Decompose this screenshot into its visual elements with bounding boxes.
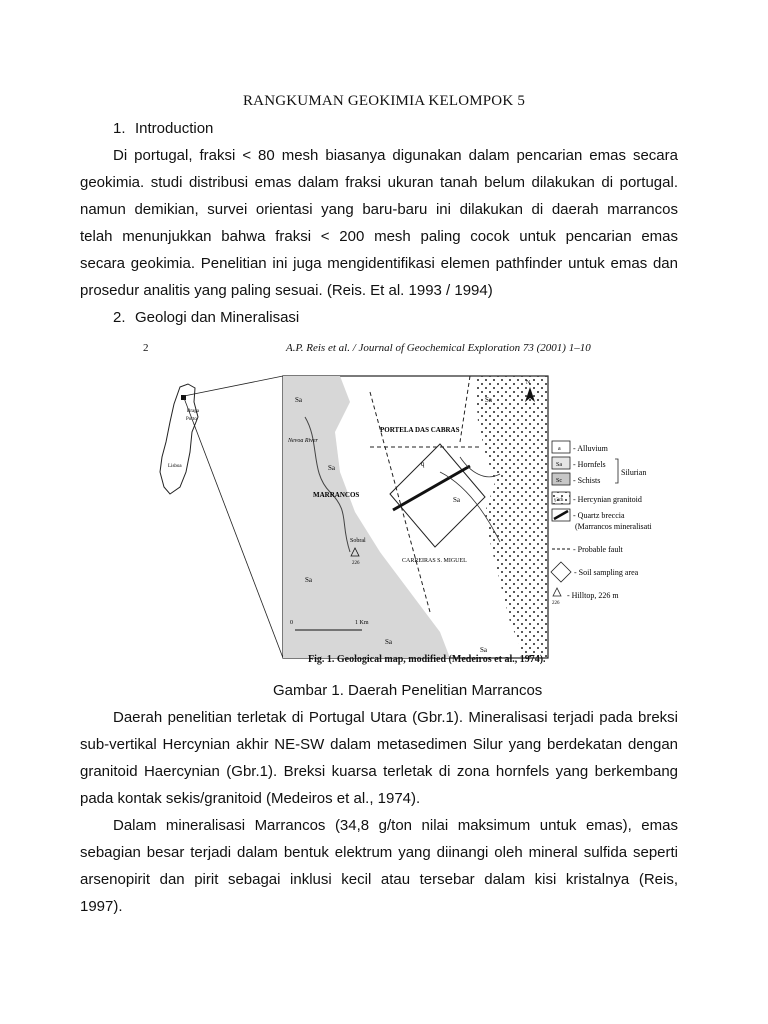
- figure-caption: Gambar 1. Daerah Penelitian Marrancos: [273, 682, 543, 699]
- intro-line-4: telah menunjukkan bahwa fraksi < 200 mesh paling cocok untuk pencarian emas: [80, 228, 678, 245]
- legend-granitoid: - Hercynian granitoid: [573, 495, 642, 504]
- label-marrancos: MARRANCOS: [313, 491, 360, 499]
- label-sa-3: Sa: [305, 576, 312, 584]
- legend-schists: - Schists: [573, 476, 601, 485]
- section-1-heading: [113, 119, 213, 139]
- legend-soil-sampling: - Soil sampling area: [574, 568, 639, 577]
- intro-line-5: secara geokimia. Penelitian ini juga mengidentifikasi elemen pathfinder untuk emas dan: [80, 255, 678, 272]
- label-porto: Porto: [186, 417, 197, 422]
- para2-line-4: pada kontak sekis/granitoid (Medeiros et al., 1974).: [80, 790, 421, 807]
- section-1-title: Introduction: [135, 120, 214, 137]
- legend-hilltop: - Hilltop, 226 m: [567, 591, 619, 600]
- connector-bottom: [184, 398, 283, 658]
- section-2-title: Geologi dan Mineralisasi: [135, 309, 300, 326]
- legend-probable-fault: - Probable fault: [573, 545, 623, 554]
- label-sa-6: Sa: [485, 396, 492, 404]
- label-lisboa: Lisboa: [168, 464, 182, 469]
- para2-line-3: granitoid Haercynian (Gbr.1). Breksi kuarsa terletak di zona hornfels yang berkembang: [80, 763, 678, 780]
- connector-top: [184, 376, 283, 396]
- label-scale-zero: 0: [290, 620, 293, 626]
- label-braga: Braga: [187, 409, 199, 414]
- para3-line-4: 1997).: [80, 898, 123, 915]
- geological-map: [140, 362, 685, 672]
- geological-map-figure: [140, 336, 685, 668]
- map-legend: [551, 441, 652, 606]
- legend-quartz-breccia: - Quartz breccia: [573, 511, 625, 520]
- label-carreiras: CARREIRAS S. MIGUEL: [402, 558, 467, 564]
- intro-line-6: prosedur analitis yang paling sesuai. (Reis. Et al. 1993 / 1994): [80, 282, 493, 299]
- legend-marrancos-mineralisation: (Marrancos mineralisati: [575, 522, 652, 531]
- legend-symbol-hornfels: Sa: [556, 462, 562, 468]
- section-2-number: 2.: [113, 309, 126, 326]
- intro-line-2: geokimia. studi distribusi emas dalam fraksi ukuran tanah belum dilakukan di portugal.: [80, 174, 678, 191]
- para3-line-3: arsenopirit dan pirit sebagai inklusi kecil atau tersebar dalam kisi kristalnya (Reis,: [80, 871, 678, 888]
- label-sa-4: Sa: [385, 638, 392, 646]
- label-nevoa-river: Nevoa River: [288, 438, 318, 444]
- label-q: q: [421, 460, 425, 468]
- label-north: N: [526, 380, 531, 386]
- label-sa-5: Sa: [453, 496, 460, 504]
- section-1-number: 1.: [113, 120, 126, 137]
- legend-alluvium: - Alluvium: [573, 444, 608, 453]
- figure-journal-header: A.P. Reis et al. / Journal of Geochemical Exploration 73 (2001) 1–10: [286, 342, 591, 354]
- intro-line-3: namun demikian, survei orientasi yang baru-baru ini dilakukan di daerah marrancos: [80, 201, 678, 218]
- legend-symbol-schists: Sc: [556, 478, 562, 484]
- figure-page-number: 2: [143, 342, 149, 354]
- para2-line-2: sub-vertikal Hercynian akhir NE-SW dalam metasedimen Silur yang berdekatan dengan: [80, 736, 678, 753]
- label-sobral: Sobral: [350, 538, 366, 544]
- label-sa-7: Sa: [480, 646, 487, 654]
- portugal-outline: [160, 384, 198, 494]
- legend-hornfels: - Hornfels: [573, 460, 606, 469]
- para3-line-2: sebagian besar terjadi dalam bentuk elektrum yang diinangi oleh mineral sulfida seperti: [80, 844, 678, 861]
- figure-inner-caption: Fig. 1. Geological map, modified (Medeiros et al., 1974).: [308, 654, 546, 665]
- para3-line-1: Dalam mineralisasi Marrancos (34,8 g/ton nilai maksimum untuk emas), emas: [113, 817, 678, 834]
- label-sobral-height: 226: [352, 561, 360, 566]
- label-sa-1: Sa: [295, 396, 302, 404]
- para2-line-1: Daerah penelitian terletak di Portugal Utara (Gbr.1). Mineralisasi terjadi pada breksi: [113, 709, 678, 726]
- intro-line-1: Di portugal, fraksi < 80 mesh biasanya digunakan dalam pencarian emas secara: [113, 147, 678, 164]
- legend-symbol-alluvium: a: [558, 446, 561, 452]
- label-portela: PORTELA DAS CABRAS: [380, 426, 460, 434]
- document-title: RANGKUMAN GEOKIMIA KELOMPOK 5: [242, 93, 526, 109]
- label-scale-km: 1 Km: [355, 620, 369, 626]
- label-sa-2: Sa: [328, 464, 335, 472]
- section-2-heading: [113, 308, 299, 328]
- legend-symbol-granitoid: γ3ch: [554, 498, 564, 503]
- legend-symbol-hilltop: 226: [552, 601, 560, 606]
- legend-silurian: Silurian: [621, 468, 647, 477]
